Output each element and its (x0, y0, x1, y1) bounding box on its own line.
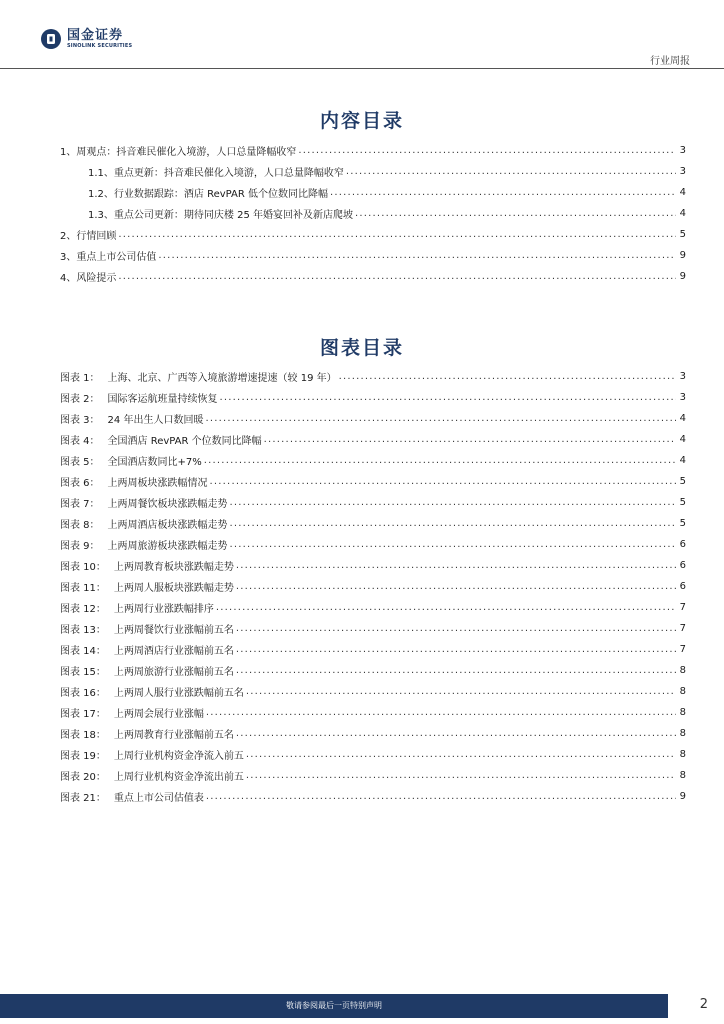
figure-label: 图表 19： (60, 751, 106, 762)
dot-leader (236, 728, 676, 739)
entry-page-number: 8 (679, 728, 686, 739)
page-header (0, 0, 724, 70)
contents-title: 内容目录 (319, 110, 404, 132)
contents-entry[interactable] (60, 140, 686, 161)
entry-page-number: 5 (679, 497, 686, 508)
figure-label: 图表 17： (60, 709, 106, 720)
page-number: 2 (699, 997, 708, 1012)
figure-label: 图表 11： (60, 583, 106, 594)
entry-page-number: 8 (679, 770, 686, 781)
dot-leader (298, 145, 675, 156)
contents-entry[interactable] (60, 182, 686, 203)
contents-list (60, 140, 686, 287)
figure-entry[interactable] (60, 450, 686, 471)
dot-leader (230, 539, 676, 550)
entry-title: 全国酒店 RevPAR 个位数同比降幅 (107, 436, 262, 447)
entry-page-number: 6 (679, 539, 686, 550)
dot-leader (236, 665, 676, 676)
contents-entry[interactable] (60, 224, 686, 245)
figure-entry[interactable] (60, 534, 686, 555)
entry-page-number: 5 (679, 476, 686, 487)
entry-title: 上两周行业涨跌幅排序 (113, 604, 214, 615)
figure-label: 图表 7： (60, 499, 100, 510)
entry-title: 1.1、重点更新：抖音难民催化入境游，人口总量降幅收窄 (88, 168, 344, 179)
figure-label: 图表 15： (60, 667, 106, 678)
entry-title: 上两周酒店板块涨跌幅走势 (107, 520, 228, 531)
entry-title: 1.3、重点公司更新：期待同庆楼 25 年婚宴回补及新店爬坡 (88, 210, 353, 221)
dot-leader (118, 229, 675, 240)
dot-leader (210, 476, 676, 487)
figure-label: 图表 14： (60, 646, 106, 657)
figure-entry[interactable] (60, 387, 686, 408)
dot-leader (158, 250, 675, 261)
dot-leader (205, 413, 675, 424)
entry-page-number: 7 (679, 602, 686, 613)
logo-chinese-name: 国金证券 (67, 28, 124, 43)
entry-title: 上两周人服行业涨跌幅前五名 (113, 688, 244, 699)
entry-page-number: 6 (679, 581, 686, 592)
entry-page-number: 8 (679, 707, 686, 718)
entry-title: 上两周教育行业涨幅前五名 (113, 730, 234, 741)
contents-entry[interactable] (60, 203, 686, 224)
entry-title: 上两周板块涨跌幅情况 (107, 478, 208, 489)
entry-page-number: 3 (679, 166, 686, 177)
dot-leader (339, 371, 676, 382)
entry-title: 1.2、行业数据跟踪：酒店 RevPAR 低个位数同比降幅 (88, 189, 329, 200)
dot-leader (246, 770, 676, 781)
dot-leader (330, 187, 676, 198)
figure-entry[interactable] (60, 408, 686, 429)
entry-page-number: 4 (679, 208, 686, 219)
entry-page-number: 9 (679, 791, 686, 802)
figure-label: 图表 8： (60, 520, 100, 531)
entry-title: 重点上市公司估值表 (113, 793, 204, 804)
entry-page-number: 3 (679, 371, 686, 382)
figure-label: 图表 6： (60, 478, 100, 489)
figure-entry[interactable] (60, 765, 686, 786)
entry-title: 上两周教育板块涨跌幅走势 (113, 562, 234, 573)
figure-entry[interactable] (60, 576, 686, 597)
entry-page-number: 4 (679, 187, 686, 198)
figure-label: 图表 21： (60, 793, 106, 804)
figure-entry[interactable] (60, 597, 686, 618)
figure-label: 图表 18： (60, 730, 106, 741)
entry-title: 1、周观点：抖音难民催化入境游，人口总量降幅收窄 (60, 147, 297, 158)
entry-page-number: 5 (679, 229, 686, 240)
figure-entry[interactable] (60, 639, 686, 660)
dot-leader (118, 271, 675, 282)
figure-label: 图表 20： (60, 772, 106, 783)
figure-label: 图表 16： (60, 688, 106, 699)
figure-label: 图表 13： (60, 625, 106, 636)
dot-leader (236, 623, 676, 634)
sinolink-logo-icon (40, 28, 62, 50)
figure-entry[interactable] (60, 702, 686, 723)
contents-entry[interactable] (60, 266, 686, 287)
figure-entry[interactable] (60, 681, 686, 702)
dot-leader (264, 434, 676, 445)
dot-leader (246, 749, 676, 760)
entry-title: 4、风险提示 (60, 273, 117, 284)
entry-title: 上两周餐饮行业涨幅前五名 (113, 625, 234, 636)
entry-page-number: 9 (679, 271, 686, 282)
entry-title: 上两周人服板块涨跌幅走势 (113, 583, 234, 594)
dot-leader (230, 497, 676, 508)
dot-leader (230, 518, 676, 529)
dot-leader (236, 560, 676, 571)
dot-leader (246, 686, 676, 697)
figure-label: 图表 2： (60, 394, 100, 405)
figure-label: 图表 10： (60, 562, 106, 573)
entry-page-number: 8 (679, 686, 686, 697)
document-type-label: 行业周报 (650, 56, 690, 67)
entry-page-number: 7 (679, 644, 686, 655)
figure-entry[interactable] (60, 618, 686, 639)
entry-title: 24 年出生人口数回暖 (107, 415, 204, 426)
dot-leader (204, 455, 676, 466)
figure-label: 图表 12： (60, 604, 106, 615)
dot-leader (206, 791, 676, 802)
entry-title: 上两周会展行业涨幅 (113, 709, 204, 720)
entry-page-number: 4 (679, 455, 686, 466)
dot-leader (216, 602, 676, 613)
dot-leader (206, 707, 676, 718)
figure-entry[interactable] (60, 429, 686, 450)
figure-entry[interactable] (60, 513, 686, 534)
contents-entry[interactable] (60, 161, 686, 182)
entry-title: 上周行业机构资金净流出前五 (113, 772, 244, 783)
figure-entry[interactable] (60, 723, 686, 744)
dot-leader (236, 644, 676, 655)
disclaimer-note: 敬请参阅最后一页特别声明 (286, 1001, 382, 1010)
entry-page-number: 8 (679, 749, 686, 760)
entry-page-number: 4 (679, 434, 686, 445)
entry-title: 上海、北京、广西等入境旅游增速提速（较 19 年） (107, 373, 337, 384)
dot-leader (355, 208, 676, 219)
figures-list (60, 366, 686, 807)
figure-label: 图表 1： (60, 373, 100, 384)
entry-page-number: 8 (679, 665, 686, 676)
entry-page-number: 4 (679, 413, 686, 424)
entry-page-number: 9 (679, 250, 686, 261)
header-divider (0, 68, 724, 69)
figure-entry[interactable] (60, 366, 686, 387)
figure-entry[interactable] (60, 786, 686, 807)
figure-label: 图表 5： (60, 457, 100, 468)
entry-title: 全国酒店数同比+7% (107, 457, 202, 468)
dot-leader (346, 166, 676, 177)
figure-label: 图表 4： (60, 436, 100, 447)
entry-page-number: 3 (679, 392, 686, 403)
entry-title: 上两周餐饮板块涨跌幅走势 (107, 499, 228, 510)
figure-entry[interactable] (60, 660, 686, 681)
entry-page-number: 5 (679, 518, 686, 529)
entry-title: 2、行情回顾 (60, 231, 117, 242)
dot-leader (220, 392, 676, 403)
logo-english-name: SINOLINK SECURITIES (67, 43, 133, 49)
figure-label: 图表 9： (60, 541, 100, 552)
figure-entry[interactable] (60, 492, 686, 513)
dot-leader (236, 581, 676, 592)
entry-title: 上两周旅游行业涨幅前五名 (113, 667, 234, 678)
entry-title: 上两周酒店行业涨幅前五名 (113, 646, 234, 657)
entry-title: 国际客运航班量持续恢复 (107, 394, 218, 405)
entry-title: 上两周旅游板块涨跌幅走势 (107, 541, 228, 552)
contents-entry[interactable] (60, 245, 686, 266)
figures-title: 图表目录 (319, 337, 404, 359)
figure-entry[interactable] (60, 471, 686, 492)
entry-title: 上周行业机构资金净流入前五 (113, 751, 244, 762)
entry-page-number: 3 (679, 145, 686, 156)
company-logo (40, 28, 132, 50)
figure-entry[interactable] (60, 744, 686, 765)
entry-page-number: 6 (679, 560, 686, 571)
figure-label: 图表 3： (60, 415, 100, 426)
entry-page-number: 7 (679, 623, 686, 634)
figure-entry[interactable] (60, 555, 686, 576)
entry-title: 3、重点上市公司估值 (60, 252, 157, 263)
